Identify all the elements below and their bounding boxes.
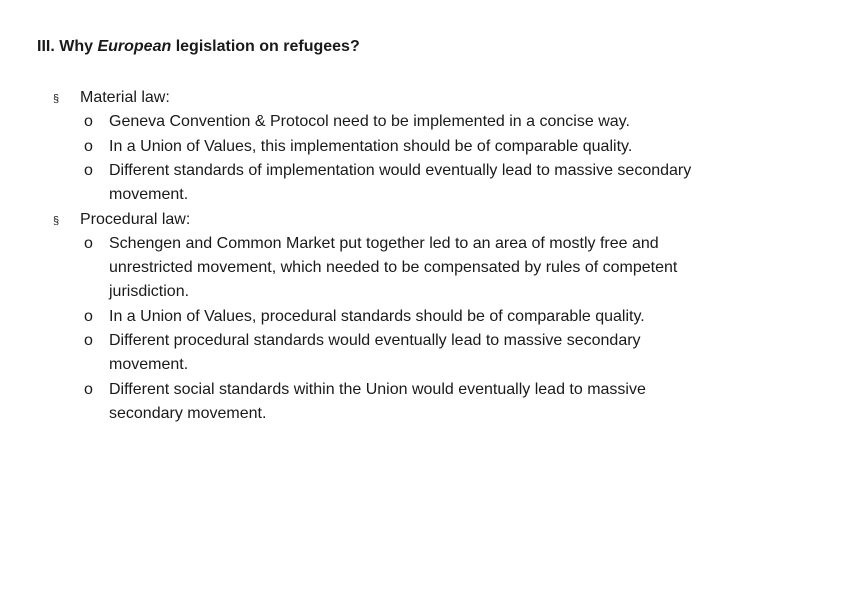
item-bullet: o xyxy=(84,332,93,349)
item-bullet: o xyxy=(84,307,93,325)
section-bullet: § xyxy=(53,93,60,105)
item-text-line: Schengen and Common Market put together led to an area of mostly free and xyxy=(109,234,659,252)
item-text-line: jurisdiction. xyxy=(109,283,190,301)
item-text-line: unrestricted movement, which needed to be compensated by rules of competent xyxy=(109,259,678,277)
item-text-line: Different standards of implementation would eventually lead to massive secondary xyxy=(109,161,692,179)
item-text-line: In a Union of Values, procedural standards should be of comparable quality. xyxy=(109,307,645,325)
item-bullet: o xyxy=(84,161,93,179)
item-bullet: o xyxy=(84,137,93,155)
section-label: Procedural law: xyxy=(80,210,191,228)
item-bullet: o xyxy=(84,113,93,131)
item-text-line: secondary movement. xyxy=(109,404,267,422)
section-bullet: § xyxy=(53,214,60,227)
heading-suffix: legislation on refugees? xyxy=(171,38,360,55)
item-bullet: o xyxy=(84,380,93,398)
heading-emphasis: European xyxy=(97,38,172,55)
item-bullet: o xyxy=(84,234,93,252)
heading-prefix: III. Why xyxy=(37,38,98,55)
item-text-line: movement. xyxy=(109,186,189,204)
item-text-line: Geneva Convention & Protocol need to be implemented in a concise way. xyxy=(109,113,630,131)
item-text-line: Different procedural standards would eventually lead to massive secondary xyxy=(109,332,641,349)
section-heading xyxy=(37,38,360,56)
item-text-line: Different social standards within the Union would eventually lead to massive xyxy=(109,380,646,398)
section-label: Material law: xyxy=(80,89,170,106)
item-text-line: In a Union of Values, this implementation should be of comparable quality. xyxy=(109,137,633,155)
item-text-line: movement. xyxy=(109,356,189,374)
